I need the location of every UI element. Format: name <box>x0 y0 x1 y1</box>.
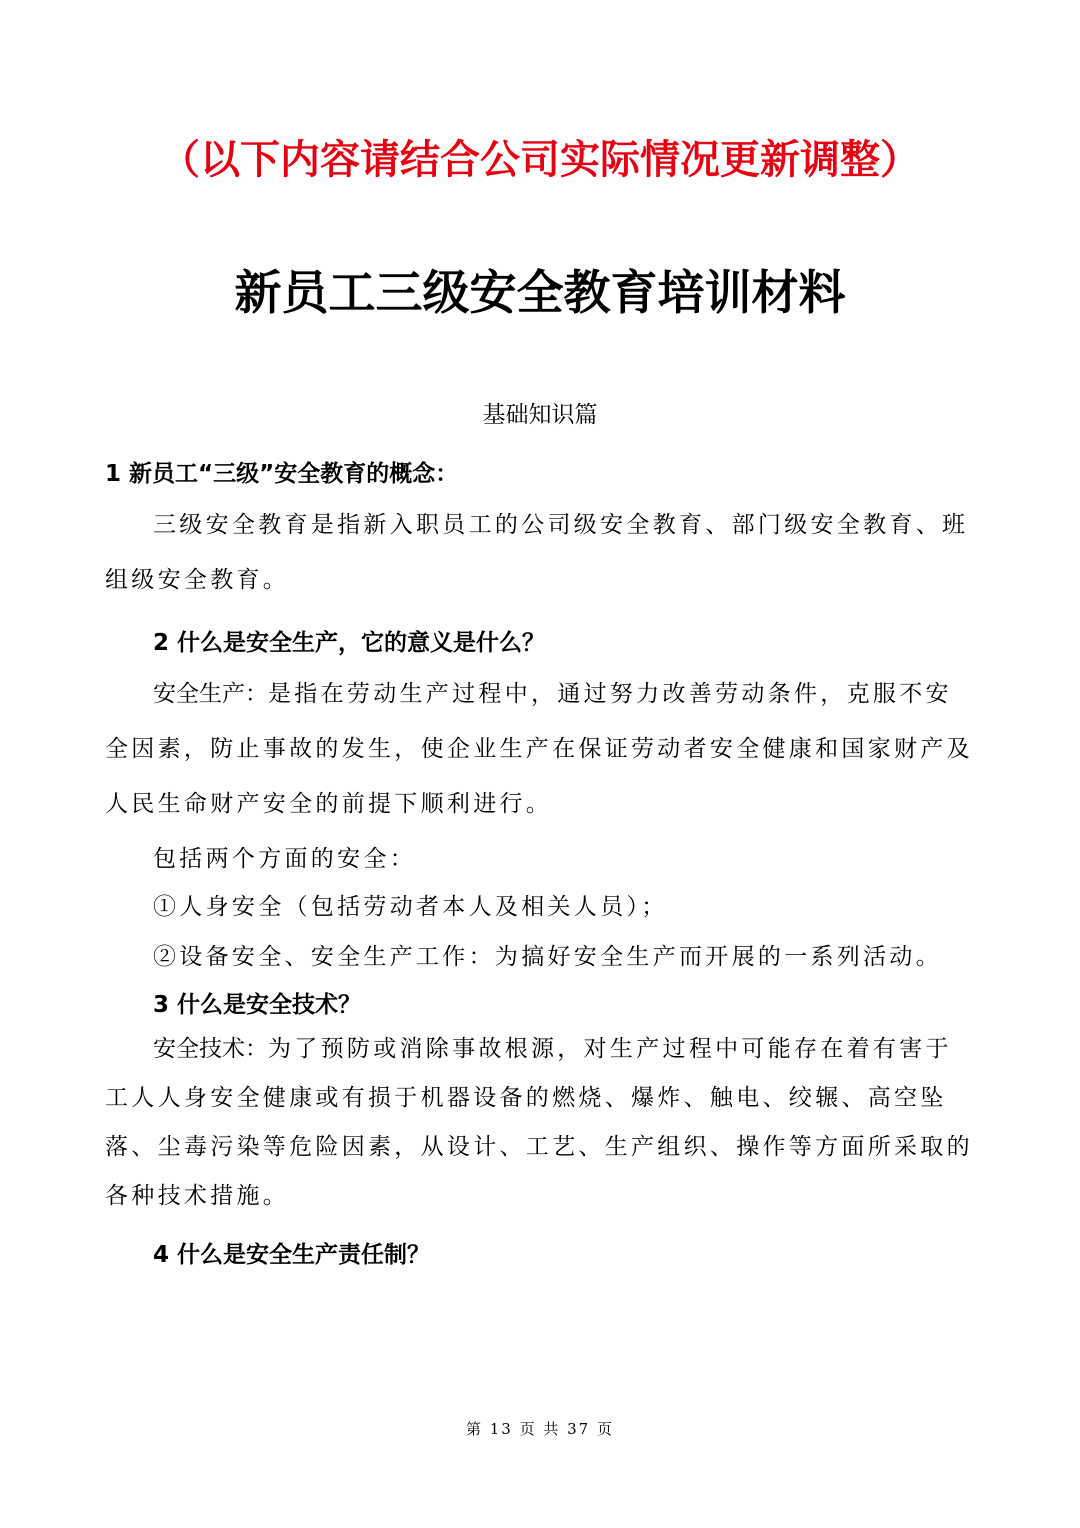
q2-lead: 安全生产： <box>153 681 268 707</box>
q3-lead: 安全技术： <box>153 1036 268 1062</box>
section-heading: 基础知识篇 <box>482 402 598 428</box>
page-footer: 第 13 页 共 37 页 <box>465 1420 614 1438</box>
q2-body: 是指在劳动生产过程中，通过努力改善劳动条件，克服不安全因素，防止事故的发生，使企业生产在保证劳动者安全健康和国家财产及人民生命财产安全的前提下顺利进行。 <box>105 681 973 817</box>
q4-heading: 4 什么是安全生产责任制？ <box>153 1242 431 1268</box>
q2-item-2: ②设备安全、安全生产工作：为搞好安全生产而开展的一系列活动。 <box>153 944 942 970</box>
q1-paragraph <box>105 498 975 608</box>
q2-item-1: ①人身安全（包括劳动者本人及相关人员）； <box>153 894 668 920</box>
q2-sub-heading: 包括两个方面的安全： <box>153 846 416 872</box>
q3-paragraph <box>105 1025 975 1221</box>
q1-body: 三级安全教育是指新入职员工的公司级安全教育、部门级安全教育、班组级安全教育。 <box>105 512 969 593</box>
q3-body: 为了预防或消除事故根源，对生产过程中可能存在着有害于工人人身安全健康或有损于机器设备的燃烧、爆炸、触电、绞辗、高空坠落、尘毒污染等危险因素，从设计、工艺、生产组织、操作等方面所采取的各种技术措施。 <box>105 1036 973 1209</box>
update-notice: （以下内容请结合公司实际情况更新调整） <box>160 137 920 183</box>
q3-heading: 3 什么是安全技术？ <box>153 992 362 1018</box>
q1-heading: 1 新员工“三级”安全教育的概念： <box>105 461 459 487</box>
q2-paragraph <box>105 667 975 832</box>
q2-heading: 2 什么是安全生产，它的意义是什么？ <box>153 630 546 656</box>
page-title: 新员工三级安全教育培训材料 <box>234 266 846 321</box>
